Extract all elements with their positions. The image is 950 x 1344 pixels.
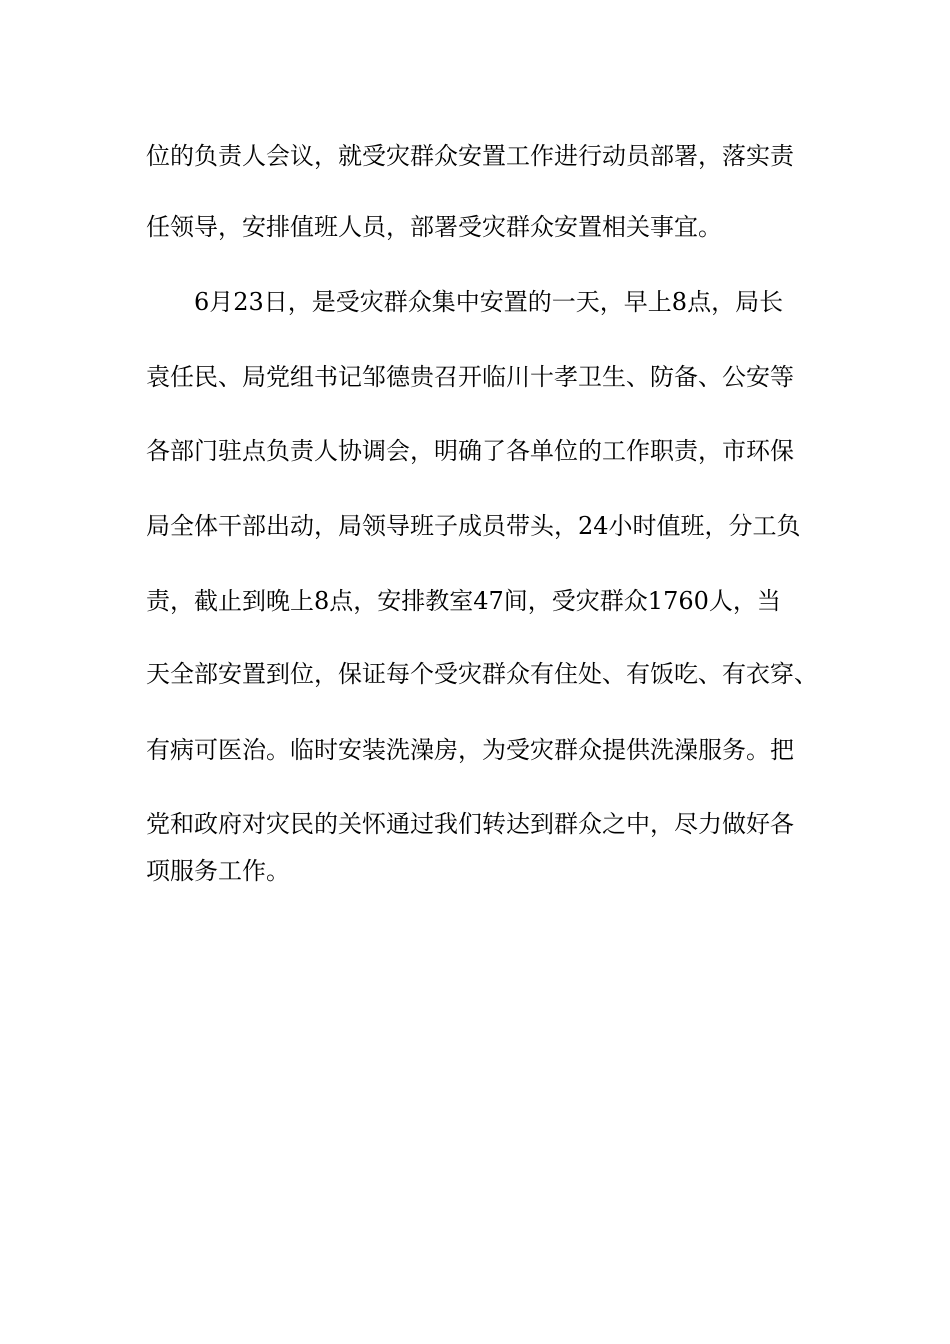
text-line: 责，截止到晚上8点，安排教室47间，受灾群众1760人，当 — [146, 587, 781, 615]
paragraph-first-line: 6月23日，是受灾群众集中安置的一天，早上8点，局长 — [194, 288, 784, 316]
text-line: 位的负责人会议，就受灾群众安置工作进行动员部署，落实责 — [146, 142, 794, 170]
text-line: 有病可医治。临时安装洗澡房，为受灾群众提供洗澡服务。把 — [146, 736, 794, 764]
text-line: 天全部安置到位，保证每个受灾群众有住处、有饭吃、有衣穿、 — [146, 660, 818, 688]
text-line: 项服务工作。 — [146, 857, 290, 885]
text-line: 党和政府对灾民的关怀通过我们转达到群众之中，尽力做好各 — [146, 810, 794, 838]
text-line: 局全体干部出动，局领导班子成员带头，24小时值班，分工负 — [146, 512, 801, 540]
text-line: 任领导，安排值班人员，部署受灾群众安置相关事宜。 — [146, 213, 722, 241]
text-line: 袁任民、局党组书记邹德贵召开临川十孝卫生、防备、公安等 — [146, 363, 794, 391]
text-line: 各部门驻点负责人协调会，明确了各单位的工作职责，市环保 — [146, 437, 794, 465]
